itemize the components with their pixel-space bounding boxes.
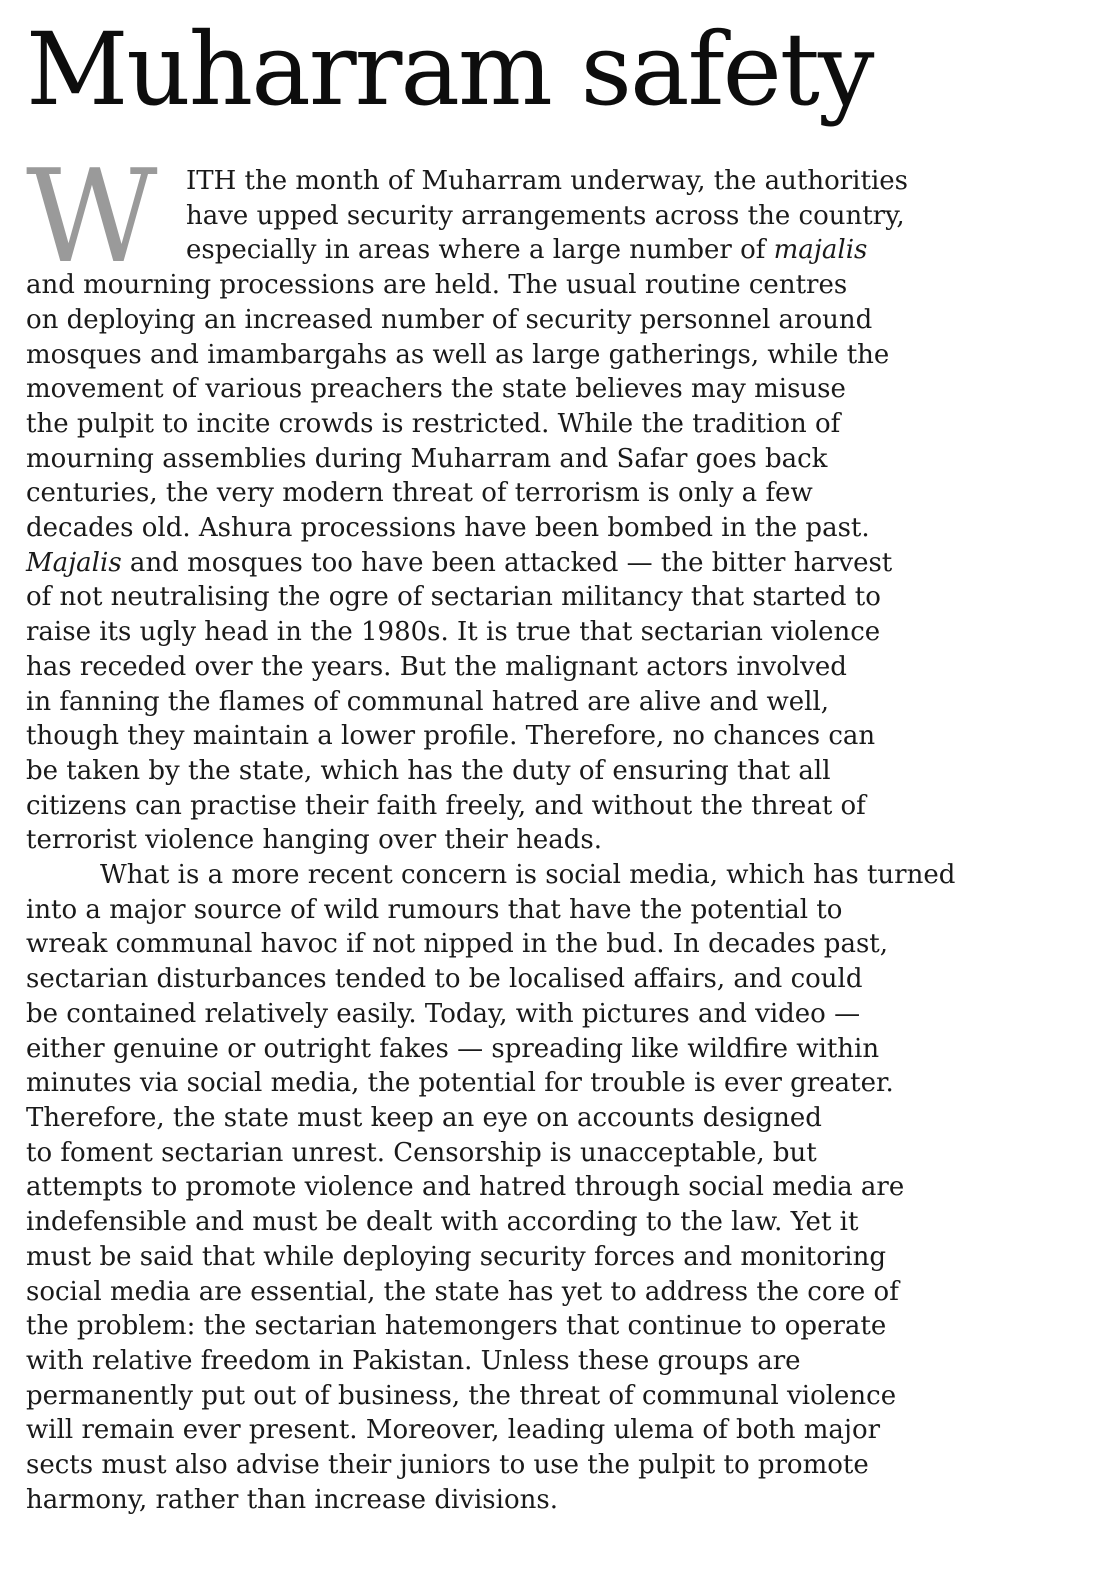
article-line: terrorist violence hanging over their heads. [26, 825, 602, 856]
article-line: sects must also advise their juniors to use the pulpit to promote [26, 1450, 869, 1481]
article-line: centuries, the very modern threat of terrorism is only a few [26, 478, 813, 509]
article-line: social media are essential, the state has yet to address the core of [26, 1276, 899, 1307]
article-line: wreak communal havoc if not nipped in the bud. In decades past, [26, 929, 888, 960]
article-line: the problem: the sectarian hatemongers that continue to operate [26, 1311, 887, 1342]
article-line: decades old. Ashura processions have been bombed in the past. [26, 513, 870, 544]
article-line: and mourning processions are held. The usual routine centres [26, 270, 848, 301]
editorial-page [26, 0, 1066, 1517]
italic-term: majalis [773, 235, 868, 266]
article-line: must be said that while deploying security forces and monitoring [26, 1241, 887, 1272]
paragraph-1 [26, 143, 1066, 858]
article-line: citizens can practise their faith freely, and without the threat of [26, 790, 866, 821]
article-line [26, 233, 1066, 268]
paragraph-2 [26, 858, 1066, 1517]
article-line: be taken by the state, which has the duty of ensuring that all [26, 755, 831, 786]
article-line: though they maintain a lower profile. Therefore, no chances can [26, 721, 876, 752]
article-line: be contained relatively easily. Today, with pictures and video — [26, 998, 861, 1029]
article-line: to foment sectarian unrest. Censorship is unacceptable, but [26, 1137, 817, 1168]
drop-cap: W [26, 143, 158, 292]
article-line: Therefore, the state must keep an eye on accounts designed [26, 1102, 822, 1133]
article-line: mourning assemblies during Muharram and Safar goes back [26, 443, 828, 474]
article-line: permanently put out of business, the threat of communal violence [26, 1380, 897, 1411]
article-line: attempts to promote violence and hatred through social media are [26, 1172, 905, 1203]
line-text: especially in areas where a large number of [186, 235, 774, 266]
line-text: and mosques too have been attacked — the bitter harvest [121, 547, 893, 578]
article-line: mosques and imambargahs as well as large gatherings, while the [26, 339, 890, 370]
article-line: in fanning the flames of communal hatred are alive and well, [26, 686, 830, 717]
italic-term: Majalis [26, 547, 122, 578]
article-line: sectarian disturbances tended to be localised affairs, and could [26, 964, 863, 995]
article-line: indefensible and must be dealt with according to the law. Yet it [26, 1207, 859, 1238]
article-line [26, 546, 1066, 581]
article-line: minutes via social media, the potential for trouble is ever greater. [26, 1068, 894, 1099]
article-line: either genuine or outright fakes — spreading like wildfire within [26, 1033, 880, 1064]
article-body [26, 143, 1066, 1517]
article-line: of not neutralising the ogre of sectarian militancy that started to [26, 582, 881, 613]
article-line: with relative freedom in Pakistan. Unless these groups are [26, 1345, 801, 1376]
article-line: will remain ever present. Moreover, leading ulema of both major [26, 1415, 881, 1446]
headline: Muharram safety [26, 11, 873, 128]
article-line: ITH the month of Muharram underway, the authorities [186, 166, 908, 196]
article-line: raise its ugly head in the 1980s. It is true that sectarian violence [26, 617, 881, 648]
article-line: into a major source of wild rumours that have the potential to [26, 894, 843, 925]
article-line: What is a more recent concern is social media, which has turned [100, 860, 956, 891]
article-line: harmony, rather than increase divisions. [26, 1484, 558, 1515]
article-line: have upped security arrangements across the country, [186, 200, 905, 231]
article-line: has receded over the years. But the malignant actors involved [26, 651, 847, 682]
article-line: movement of various preachers the state believes may misuse [26, 374, 846, 405]
article-line: on deploying an increased number of security personnel around [26, 304, 873, 335]
article-line: the pulpit to incite crowds is restricted. While the tradition of [26, 408, 841, 439]
